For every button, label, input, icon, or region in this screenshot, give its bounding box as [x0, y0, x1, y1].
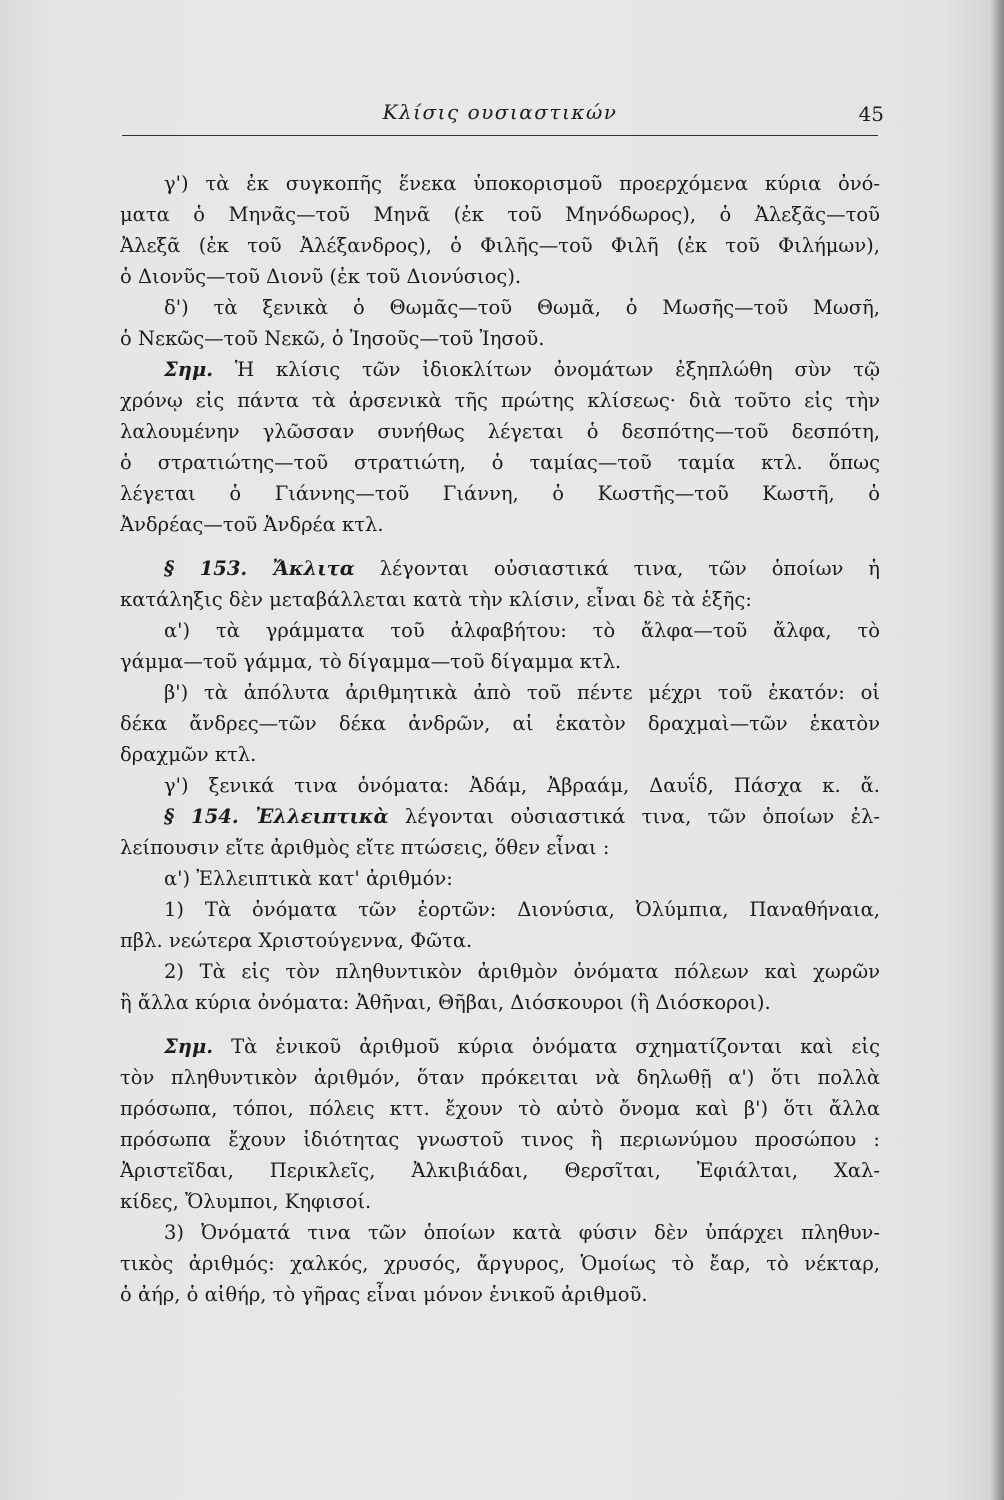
text-line [120, 863, 880, 894]
text-line [120, 739, 880, 770]
page-header [120, 100, 884, 130]
line-text: Ἀνδρέας—τοῦ Ἀνδρέα κτλ. [120, 513, 384, 536]
text-line [120, 925, 880, 956]
line-text: γ') τὰ ἐκ συγκοπῆς ἕνεκα ὑποκορισμοῦ προερχόμενα κύρια ὀνό- [164, 172, 880, 195]
body-text [120, 168, 880, 1310]
text-line [120, 323, 880, 354]
line-text: 1) Τὰ ὀνόματα τῶν ἑορτῶν: Διονύσια, Ὀλύμπια, Παναθήναια, [164, 898, 880, 921]
line-text: ὁ στρατιώτης—τοῦ στρατιώτη, ὁ ταμίας—τοῦ ταμία κτλ. ὅπως [120, 451, 880, 474]
page-number: 45 [858, 102, 884, 126]
text-line [120, 1155, 880, 1186]
text-line [120, 354, 880, 385]
line-text: 3) Ὀνόματά τινα τῶν ὁποίων κατὰ φύσιν δὲν ὑπάρχει πληθυν- [164, 1221, 880, 1244]
line-text: πρόσωπα ἔχουν ἰδιότητας γνωστοῦ τινος ἢ περιωνύμου προσώπου : [120, 1128, 880, 1151]
header-rule [122, 135, 878, 136]
running-title: Κλίσις ουσιαστικών [382, 100, 618, 124]
text-line [120, 646, 880, 677]
line-text: 2) Τὰ εἰς τὸν πληθυντικὸν ἀριθμὸν ὀνόματα πόλεων καὶ χωρῶν [164, 960, 880, 983]
line-text: ματα ὁ Μηνᾶς—τοῦ Μηνᾶ (ἐκ τοῦ Μηνόδωρος), ὁ Ἀλεξᾶς—τοῦ [120, 203, 880, 226]
line-text: ὁ ἀήρ, ὁ αἰθήρ, τὸ γῆρας εἶναι μόνον ἑνικοῦ ἀριθμοῦ. [120, 1283, 648, 1306]
line-lead-term: § 153. Ἄκλιτα [164, 557, 355, 580]
text-line [120, 168, 880, 199]
text-line [120, 708, 880, 739]
line-lead-term: Σημ. [164, 1035, 214, 1058]
text-line [120, 956, 880, 987]
line-text: δραχμῶν κτλ. [120, 743, 257, 766]
line-text: γάμμα—τοῦ γάμμα, τὸ δίγαμμα—τοῦ δίγαμμα κτλ. [120, 650, 622, 673]
text-line [120, 801, 880, 832]
text-line [120, 584, 880, 615]
text-line [120, 1124, 880, 1155]
line-text: Ἀριστεῖδαι, Περικλεῖς, Ἀλκιβιάδαι, Θερσῖται, Ἐφιάλται, Χαλ- [120, 1159, 880, 1182]
text-line [120, 1062, 880, 1093]
line-text: Ἀλεξᾶ (ἐκ τοῦ Ἀλέξανδρος), ὁ Φιλῆς—τοῦ Φιλῆ (ἐκ τοῦ Φιλήμων), [120, 234, 880, 257]
line-text: β') τὰ ἀπόλυτα ἀριθμητικὰ ἀπὸ τοῦ πέντε μέχρι τοῦ ἑκατόν: οἱ [164, 681, 880, 704]
line-text: Τὰ ἑνικοῦ ἀριθμοῦ κύρια ὀνόματα σχηματίζονται καὶ εἰς [213, 1035, 880, 1058]
text-line [120, 385, 880, 416]
line-text: γ') ξενικά τινα ὀνόματα: Ἀδάμ, Ἀβραάμ, Δαυΐδ, Πάσχα κ. ἄ. [164, 774, 880, 797]
line-text: λέγεται ὁ Γιάννης—τοῦ Γιάννη, ὁ Κωστῆς—τοῦ Κωστῆ, ὁ [120, 482, 880, 505]
page-edge-shadow [990, 0, 1004, 1500]
text-line [120, 1093, 880, 1124]
line-text: πβλ. νεώτερα Χριστούγεννα, Φῶτα. [120, 929, 473, 952]
line-text: κίδες, Ὄλυμποι, Κηφισοί. [120, 1190, 372, 1213]
text-line [120, 1279, 880, 1310]
line-text: δ') τὰ ξενικὰ ὁ Θωμᾶς—τοῦ Θωμᾶ, ὁ Μωσῆς—τοῦ Μωσῆ, [164, 296, 880, 319]
line-lead-term: Σημ. [164, 358, 214, 381]
line-text: χρόνῳ εἰς πάντα τὰ ἀρσενικὰ τῆς πρώτης κλίσεως· διὰ τοῦτο εἰς τὴν [120, 389, 880, 412]
text-line [120, 1186, 880, 1217]
text-line [120, 509, 880, 540]
text-line [120, 832, 880, 863]
text-line [120, 1217, 880, 1248]
line-text: ὁ Διονῦς—τοῦ Διονῦ (ἐκ τοῦ Διονύσιος). [120, 265, 522, 288]
text-line [120, 230, 880, 261]
line-text: τικὸς ἀριθμός: χαλκός, χρυσός, ἄργυρος, Ὁμοίως τὸ ἔαρ, τὸ νέκταρ, [120, 1252, 880, 1275]
text-line [120, 199, 880, 230]
line-lead-term: § 154. Ἐλλειπτικὰ [164, 805, 389, 828]
line-text: λέγονται οὐσιαστικά τινα, τῶν ὁποίων ἐλ- [388, 805, 880, 828]
line-text: λείπουσιν εἴτε ἀριθμὸς εἴτε πτώσεις, ὅθεν εἶναι : [120, 836, 610, 859]
line-text: α') τὰ γράμματα τοῦ ἀλφαβήτου: τὸ ἄλφα—τοῦ ἄλφα, τὸ [164, 619, 880, 642]
text-line [120, 1031, 880, 1062]
text-line [120, 292, 880, 323]
line-text: λέγονται οὐσιαστικά τινα, τῶν ὁποίων ἡ [354, 557, 880, 580]
line-text: ἢ ἄλλα κύρια ὀνόματα: Ἀθῆναι, Θῆβαι, Διόσκουροι (ἢ Διόσκοροι). [120, 991, 771, 1014]
text-line [120, 770, 880, 801]
text-line [120, 478, 880, 509]
text-line [120, 416, 880, 447]
line-text: Ἡ κλίσις τῶν ἰδιοκλίτων ὀνομάτων ἐξηπλώθη σὺν τῷ [213, 358, 880, 381]
paragraph-gap [120, 540, 880, 553]
line-text: κατάληξις δὲν μεταβάλλεται κατὰ τὴν κλίσιν, εἶναι δὲ τὰ ἑξῆς: [120, 588, 752, 611]
text-line [120, 261, 880, 292]
line-text: α') Ἐλλειπτικὰ κατ' ἀριθμόν: [164, 867, 453, 890]
text-line [120, 1248, 880, 1279]
text-line [120, 615, 880, 646]
line-text: λαλουμένην γλῶσσαν συνήθως λέγεται ὁ δεσπότης—τοῦ δεσπότη, [120, 420, 880, 443]
line-text: δέκα ἄνδρες—τῶν δέκα ἀνδρῶν, αἱ ἑκατὸν δραχμαὶ—τῶν ἑκατὸν [120, 712, 880, 735]
line-text: ὁ Νεκῶς—τοῦ Νεκῶ, ὁ Ἰησοῦς—τοῦ Ἰησοῦ. [120, 327, 545, 350]
text-line [120, 987, 880, 1018]
text-line [120, 447, 880, 478]
line-text: τὸν πληθυντικὸν ἀριθμόν, ὅταν πρόκειται νὰ δηλωθῇ α') ὅτι πολλὰ [120, 1066, 880, 1089]
paragraph-gap [120, 1018, 880, 1031]
text-line [120, 894, 880, 925]
text-line [120, 677, 880, 708]
text-line [120, 553, 880, 584]
line-text: πρόσωπα, τόποι, πόλεις κττ. ἔχουν τὸ αὐτὸ ὄνομα καὶ β') ὅτι ἄλλα [120, 1097, 880, 1120]
